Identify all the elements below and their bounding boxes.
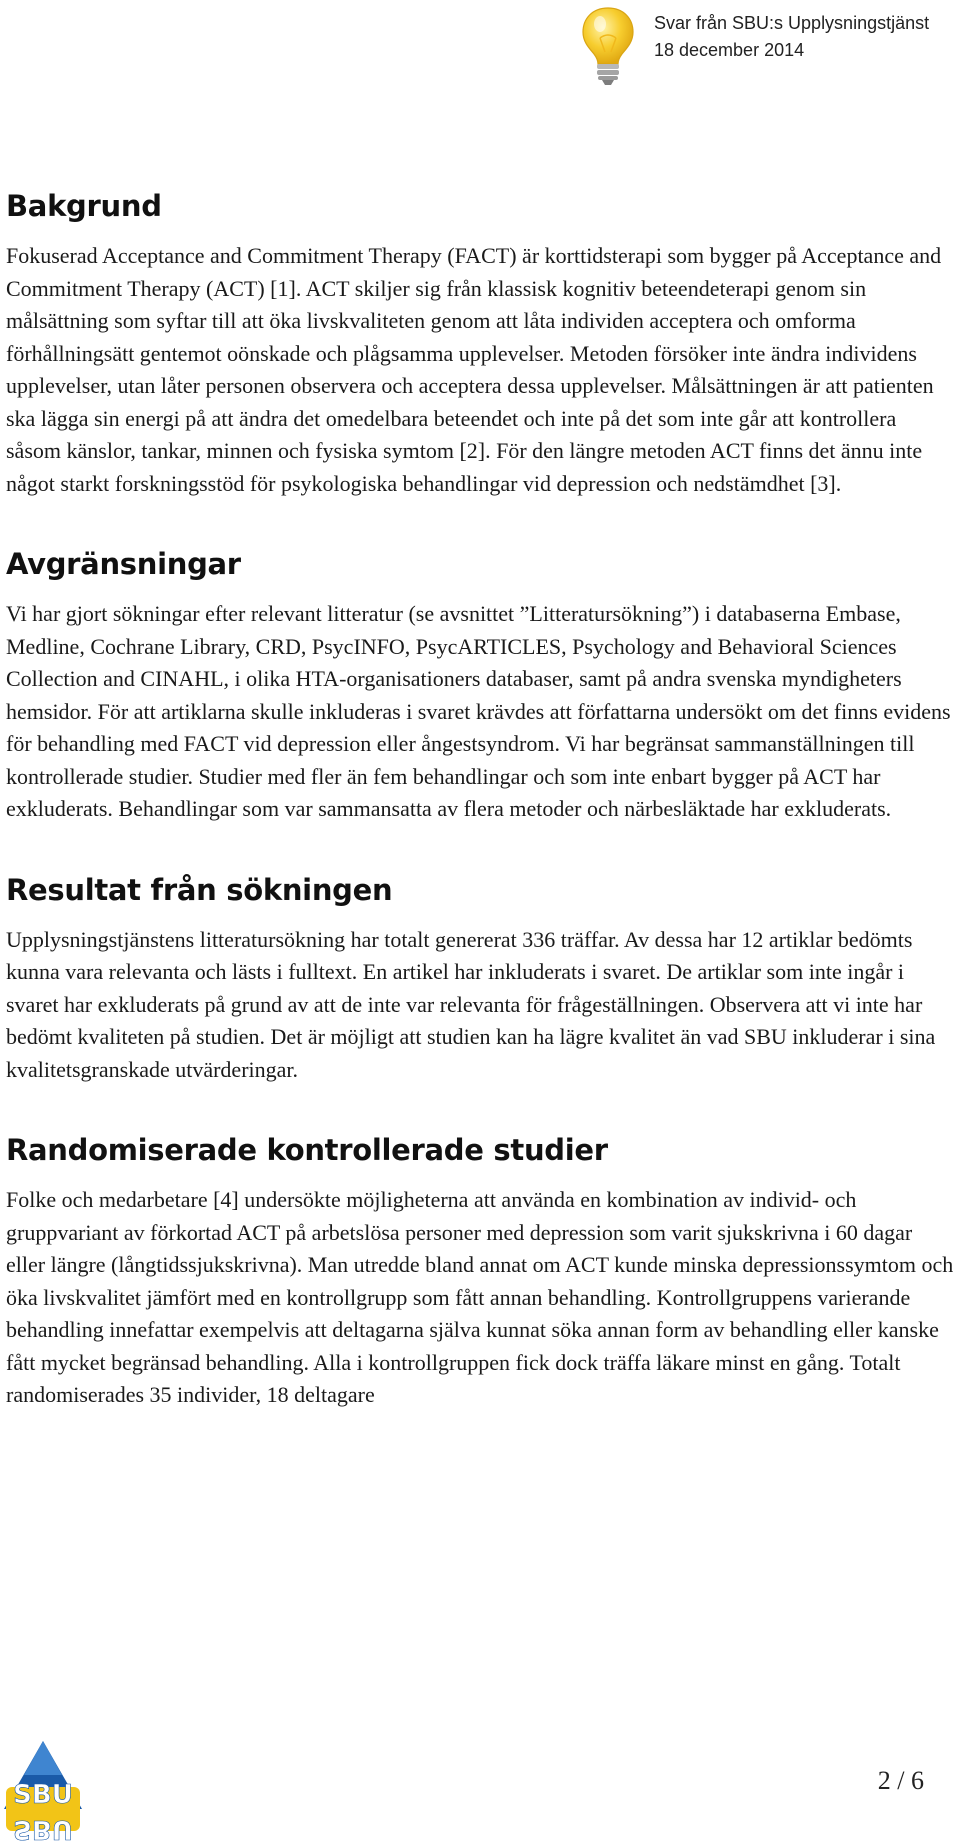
section-heading: Resultat från sökningen xyxy=(6,872,393,907)
document-body xyxy=(6,186,954,1456)
section-paragraph: Fokuserad Acceptance and Commitment Therapy (FACT) är korttidsterapi som bygger på Acceptance and Commitment Therapy (ACT) [1]. ACT skiljer sig från klassisk kognitiv beteendeterapi genom sin målsättning som syftar till att öka livskvaliteten genom att låta individen acceptera och omforma förhållningsätt gentemot oönskade och plågsamma upplevelser. Metoden försöker inte ändra individens upplevelser, utan låter personen observera och acceptera dessa upplevelser. Målsättningen är att patienten ska lägga sin energi på att ändra det omedelbara beteendet och inte på det som inte går att kontrollera såsom känslor, tankar, minnen och fysiska symtom [2]. För den längre metoden ACT finns det ännu inte något starkt forskningsstöd för psykologiska behandlingar vid depression och nedstämdhet [3]. xyxy=(6,243,942,496)
section-paragraph: Upplysningstjänstens litteratursökning har totalt genererat 336 träffar. Av dessa har 12 artiklar bedömts kunna vara relevanta och lästs i fulltext. En artikel har inkluderats i svaret. De artiklar som inte ingår i svaret har exkluderats på grund av att de inte var relevanta för frågeställningen. Observera att vi inte har bedömt kvaliteten på studien. Det är möjligt att studien kan ha lägre kvalitet än vad SBU inkluderar i sina kvalitetsgranskade utvärderingar. xyxy=(6,926,936,1082)
header-text xyxy=(654,10,929,64)
section-heading: Bakgrund xyxy=(6,189,162,223)
section-heading: Randomiserade kontrollerade studier xyxy=(6,1133,608,1167)
header-title: Svar från SBU:s Upplysningstjänst xyxy=(654,13,930,33)
page-number: 2 / 6 xyxy=(877,1766,924,1795)
lightbulb-icon xyxy=(578,4,638,86)
section-resultat xyxy=(6,870,954,1087)
section-bakgrund xyxy=(6,186,954,500)
svg-text:SBU: SBU xyxy=(13,1780,73,1810)
page-header xyxy=(578,4,958,94)
section-randomiserade xyxy=(6,1130,954,1412)
sbu-logo xyxy=(0,1737,86,1845)
section-avgransningar xyxy=(6,544,954,826)
section-paragraph: Vi har gjort sökningar efter relevant litteratur (se avsnittet ”Litteratursökning”) i databaserna Embase, Medline, Cochrane Library, CRD, PsycINFO, PsycARTICLES, Psychology and Behavioral Sciences Collection and CINAHL, i olika HTA-organisationers databaser, samt på andra svenska myndigheters hemsidor. För att artiklarna skulle inkluderas i svaret krävdes att författarna undersökt om det finns evidens för behandling med FACT vid depression eller ångestsyndrom. Vi har begränsat sammanställningen till kontrollerade studier. Studier med fler än fem behandlingar och som inte enbart bygger på ACT har exkluderats. Behandlingar som var sammansatta av flera metoder och närbesläktade har exkluderats. xyxy=(6,601,951,821)
svg-text:SBU: SBU xyxy=(13,1814,73,1844)
section-paragraph: Folke och medarbetare [4] undersökte möjligheterna att använda en kombination av individ- och gruppvariant av förkortad ACT på arbetslösa personer med depression som varit sjukskrivna i 60 dagar eller längre (långtidssjukskrivna). Man utredde bland annat om ACT kunde minska depressionssymtom och öka livskvalitet jämfört med en kontrollgrupp som fått annan behandling. Kontrollgruppens varierande behandling innefattar exempelvis att deltagarna själva kunnat söka annan form av behandling eller kanske fått mycket begränsad behandling. Alla i kontrollgruppen fick dock träffa läkare minst en gång. Totalt randomiserades 35 individer, 18 deltagare xyxy=(6,1187,954,1407)
header-date: 18 december 2014 xyxy=(654,40,805,60)
section-heading: Avgränsningar xyxy=(6,547,241,581)
